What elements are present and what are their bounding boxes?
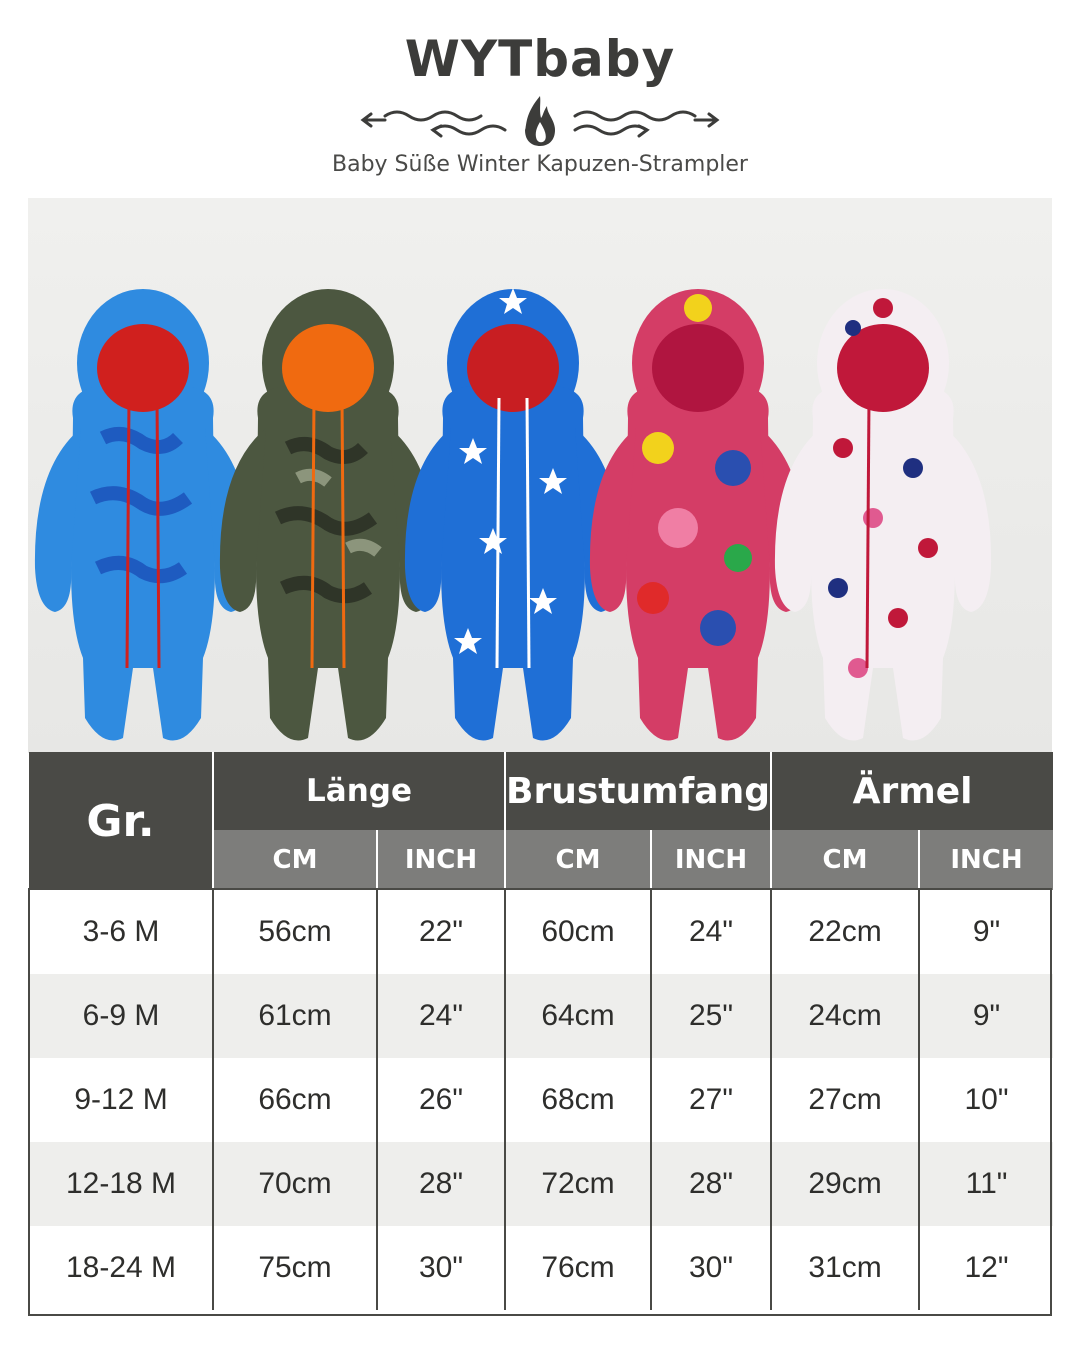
size-cell: 6-9 M — [29, 974, 213, 1058]
snowsuit-colorful-flowers — [590, 289, 806, 741]
length-cm-cell: 56cm — [213, 890, 377, 974]
chest-inch-cell: 30" — [651, 1226, 771, 1310]
chest-cm-cell: 60cm — [505, 890, 651, 974]
sleeve-cm-cell: 24cm — [771, 974, 919, 1058]
sleeve-inch-cell: 9" — [919, 974, 1053, 1058]
length-inch-cell: 22" — [377, 890, 505, 974]
product-photo — [28, 198, 1052, 753]
size-column-header: Gr. — [29, 752, 213, 890]
length-inch-header: INCH — [377, 830, 505, 890]
sleeve-inch-cell: 10" — [919, 1058, 1053, 1142]
snowsuit-white-flowers — [775, 289, 991, 741]
snowsuit-blue-camouflage — [35, 289, 251, 741]
sleeve-inch-header: INCH — [919, 830, 1053, 890]
table-row — [29, 1058, 1053, 1142]
brand-title: WYTbaby — [404, 30, 676, 88]
chest-cm-cell: 68cm — [505, 1058, 651, 1142]
table-row — [29, 974, 1053, 1058]
chest-cm-cell: 64cm — [505, 974, 651, 1058]
size-cell: 9-12 M — [29, 1058, 213, 1142]
chest-cm-cell: 72cm — [505, 1142, 651, 1226]
chest-inch-cell: 27" — [651, 1058, 771, 1142]
chest-inch-cell: 25" — [651, 974, 771, 1058]
size-chart-table — [28, 752, 1053, 1310]
sleeve-cm-cell: 31cm — [771, 1226, 919, 1310]
chest-cm-cell: 76cm — [505, 1226, 651, 1310]
table-row — [29, 1226, 1053, 1310]
product-subtitle: Baby Süße Winter Kapuzen-Strampler — [332, 152, 748, 177]
sleeve-cm-cell: 22cm — [771, 890, 919, 974]
snowsuit-green-camouflage — [220, 289, 436, 741]
length-cm-cell: 75cm — [213, 1226, 377, 1310]
length-inch-cell: 26" — [377, 1058, 505, 1142]
sleeve-inch-cell: 11" — [919, 1142, 1053, 1226]
sleeve-inch-cell: 12" — [919, 1226, 1053, 1310]
sleeve-inch-cell: 9" — [919, 890, 1053, 974]
chest-group-header: Brustumfang — [505, 752, 771, 830]
sleeve-cm-header: CM — [771, 830, 919, 890]
length-cm-cell: 66cm — [213, 1058, 377, 1142]
table-row — [29, 890, 1053, 974]
length-inch-cell: 28" — [377, 1142, 505, 1226]
chest-inch-header: INCH — [651, 830, 771, 890]
chest-inch-cell: 24" — [651, 890, 771, 974]
sleeve-cm-cell: 27cm — [771, 1058, 919, 1142]
chest-inch-cell: 28" — [651, 1142, 771, 1226]
length-cm-cell: 61cm — [213, 974, 377, 1058]
size-cell: 18-24 M — [29, 1226, 213, 1310]
length-cm-cell: 70cm — [213, 1142, 377, 1226]
sleeve-group-header: Ärmel — [771, 752, 1053, 830]
length-group-header: Länge — [213, 752, 505, 830]
chest-cm-header: CM — [505, 830, 651, 890]
length-inch-cell: 30" — [377, 1226, 505, 1310]
length-cm-header: CM — [213, 830, 377, 890]
flame-wave-arrows-icon — [355, 92, 725, 148]
size-cell: 3-6 M — [29, 890, 213, 974]
snowsuit-blue-stars — [405, 288, 621, 741]
table-row — [29, 1142, 1053, 1226]
size-cell: 12-18 M — [29, 1142, 213, 1226]
sleeve-cm-cell: 29cm — [771, 1142, 919, 1226]
length-inch-cell: 24" — [377, 974, 505, 1058]
